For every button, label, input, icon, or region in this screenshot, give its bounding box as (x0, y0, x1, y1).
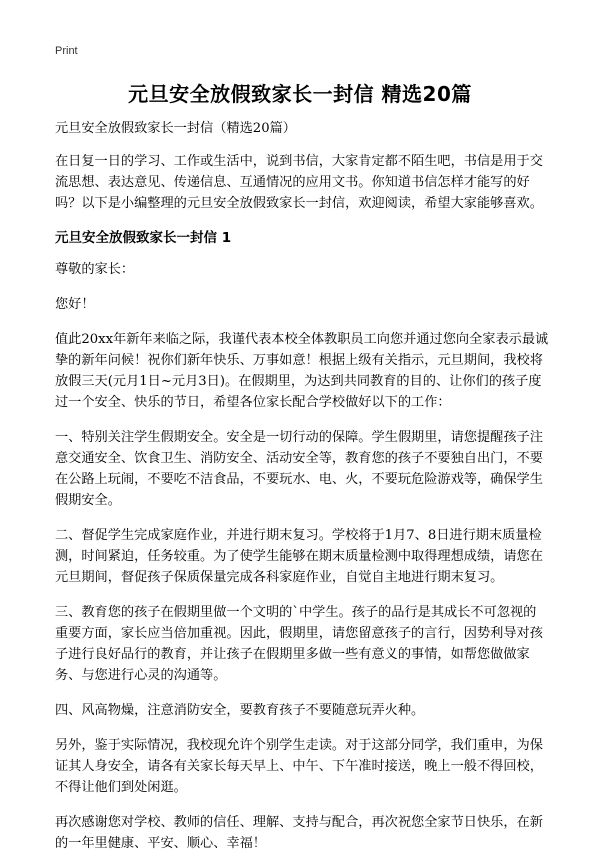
body-paragraph: 另外，鉴于实际情况，我校现允许个别学生走读。对于这部分同学，我们重申，为保证其人身安全，请各有关家长每天早上、中午、下午准时接送，晚上一般不得回校，不得让他们到处闲逛。 (55, 738, 543, 795)
body-paragraph: 一、特别关注学生假期安全。安全是一切行动的保障。学生假期里，请您提醒孩子注意交通安全、饮食卫生、消防安全、活动安全等，教育您的孩子不要独自出门，不要在公路上玩闹，不要吃不洁食品，不要玩水、电、火，不要玩危险游戏等，确保学生假期安全。 (55, 430, 543, 508)
print-label: Print (55, 45, 78, 57)
salutation: 尊敬的家长： (55, 262, 135, 277)
body-paragraph: 二、督促学生完成家庭作业，并进行期末复习。学校将于1月7、8日进行期末质量检测，时间紧迫，任务较重。为了使学生能够在期末质量检测中取得理想成绩，请您在元旦期间，督促孩子保质保量完成各科家庭作业，自觉自主地进行期末复习。 (55, 528, 543, 585)
body-paragraph: 值此20xx年新年来临之际，我谨代表本校全体教职员工向您并通过您向全家表示最诚挚的新年问候！祝你们新年快乐、万事如意！根据上级有关指示，元旦期间，我校将放假三天(元月1日~元月3日)。在假期里，为达到共同教育的目的、让你们的孩子度过一个安全、快乐的节日，希望各位家长配合学校做好以下的工作： (55, 332, 549, 410)
page-title: 元旦安全放假致家长一封信 精选20篇 (128, 82, 472, 106)
greeting: 您好！ (55, 297, 95, 312)
document-body (55, 118, 549, 868)
body-paragraph: 再次感谢您对学校、教师的信任、理解、支持与配合，再次祝您全家节日快乐，在新的一年里健康、平安、顺心、幸福！ (55, 815, 543, 851)
section-heading: 元旦安全放假致家长一封信 1 (55, 230, 232, 246)
body-paragraph: 四、风高物燥，注意消防安全，要教育孩子不要随意玩弄火种。 (55, 703, 425, 718)
subtitle: 元旦安全放假致家长一封信（精选20篇） (55, 121, 296, 136)
body-paragraph: 三、教育您的孩子在假期里做一个文明的`中学生。孩子的品行是其成长不可忽视的重要方面，家长应当倍加重视。因此，假期里，请您留意孩子的言行，因势利导对孩子进行良好品行的教育，并让孩子在假期里多做一些有意义的事情，如帮您做做家务、与您进行心灵的沟通等。 (55, 605, 543, 683)
intro-paragraph: 在日复一日的学习、工作或生活中，说到书信，大家肯定都不陌生吧，书信是用于交流思想、表达意见、传递信息、互通情况的应用文书。你知道书信怎样才能写的好吗？以下是小编整理的元旦安全放假致家长一封信，欢迎阅读，希望大家能够喜欢。 (55, 154, 543, 211)
